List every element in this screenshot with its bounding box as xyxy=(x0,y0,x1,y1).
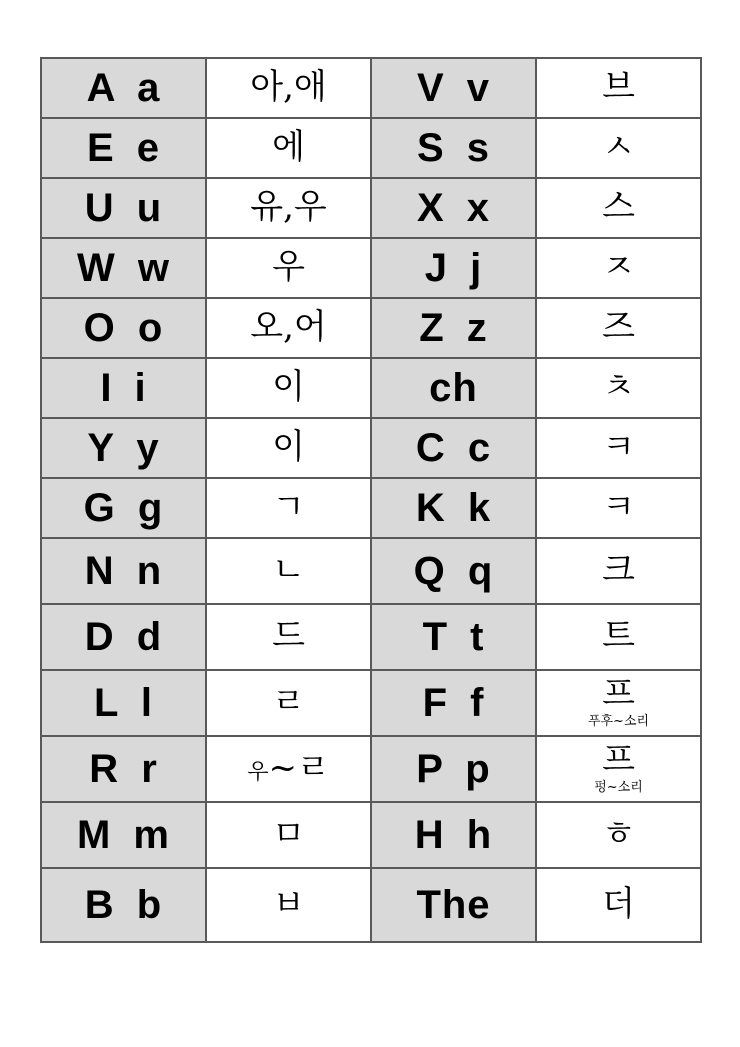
latin-cell: G g xyxy=(41,478,206,538)
korean-cell xyxy=(206,604,371,670)
latin-cell: D d xyxy=(41,604,206,670)
korean-cell xyxy=(206,736,371,802)
korean-cell xyxy=(206,868,371,942)
korean-text: 트 xyxy=(602,615,635,656)
korean-text: ㄴ xyxy=(272,549,305,590)
latin-cell: K k xyxy=(371,478,536,538)
table-row xyxy=(41,298,701,358)
korean-text: ㅋ xyxy=(602,426,635,467)
korean-text: 스 xyxy=(602,186,635,227)
latin-cell: H h xyxy=(371,802,536,868)
latin-cell: R r xyxy=(41,736,206,802)
korean-text: ~ㄹ xyxy=(268,747,330,788)
korean-cell xyxy=(206,670,371,736)
korean-text: 유,우 xyxy=(250,186,327,227)
korean-cell xyxy=(536,298,701,358)
korean-cell xyxy=(536,604,701,670)
table-row xyxy=(41,418,701,478)
korean-text: 즈 xyxy=(602,306,635,347)
table-row xyxy=(41,358,701,418)
latin-cell: Z z xyxy=(371,298,536,358)
korean-text: 프 xyxy=(602,674,635,715)
table-row xyxy=(41,478,701,538)
latin-cell: W w xyxy=(41,238,206,298)
korean-text: ㄱ xyxy=(272,486,305,527)
korean-text: ㅂ xyxy=(272,883,305,924)
korean-cell xyxy=(536,118,701,178)
korean-text: 아,애 xyxy=(250,66,327,107)
latin-cell: F f xyxy=(371,670,536,736)
korean-cell xyxy=(536,418,701,478)
latin-cell: C c xyxy=(371,418,536,478)
latin-cell: V v xyxy=(371,58,536,118)
korean-text: ㅎ xyxy=(602,813,635,854)
korean-cell xyxy=(206,178,371,238)
table-row xyxy=(41,238,701,298)
korean-text: ㅁ xyxy=(272,813,305,854)
korean-text: 우 xyxy=(272,246,305,287)
latin-cell: U u xyxy=(41,178,206,238)
korean-cell xyxy=(206,58,371,118)
latin-cell: N n xyxy=(41,538,206,604)
korean-text: 오,어 xyxy=(250,306,327,347)
korean-cell xyxy=(206,538,371,604)
table-row xyxy=(41,604,701,670)
table-row xyxy=(41,118,701,178)
latin-cell: J j xyxy=(371,238,536,298)
korean-cell xyxy=(536,478,701,538)
korean-cell xyxy=(536,736,701,802)
korean-text: 에 xyxy=(272,126,305,167)
latin-cell: Q q xyxy=(371,538,536,604)
pronunciation-note: 펑~소리 xyxy=(594,779,643,795)
korean-cell xyxy=(536,178,701,238)
latin-cell: I i xyxy=(41,358,206,418)
latin-cell: ch xyxy=(371,358,536,418)
latin-cell: The xyxy=(371,868,536,942)
korean-text: 이 xyxy=(272,366,305,407)
table-row xyxy=(41,736,701,802)
latin-cell: O o xyxy=(41,298,206,358)
latin-cell: P p xyxy=(371,736,536,802)
korean-cell xyxy=(536,238,701,298)
korean-cell xyxy=(536,538,701,604)
table-row xyxy=(41,670,701,736)
latin-cell: M m xyxy=(41,802,206,868)
latin-cell: T t xyxy=(371,604,536,670)
korean-cell xyxy=(206,418,371,478)
korean-cell xyxy=(206,478,371,538)
korean-cell xyxy=(206,358,371,418)
korean-text: 이 xyxy=(272,426,305,467)
korean-cell xyxy=(206,298,371,358)
latin-cell: Y y xyxy=(41,418,206,478)
korean-cell xyxy=(536,358,701,418)
latin-cell: S s xyxy=(371,118,536,178)
korean-cell xyxy=(536,670,701,736)
korean-text: 드 xyxy=(272,615,305,656)
korean-cell xyxy=(536,868,701,942)
korean-text: ㄹ xyxy=(272,681,305,722)
table-row xyxy=(41,868,701,942)
latin-cell: E e xyxy=(41,118,206,178)
korean-text: 브 xyxy=(602,66,635,107)
korean-cell xyxy=(536,802,701,868)
latin-cell: A a xyxy=(41,58,206,118)
korean-text: ㅋ xyxy=(602,486,635,527)
korean-text: 프 xyxy=(602,740,635,781)
korean-cell xyxy=(206,118,371,178)
table-row xyxy=(41,538,701,604)
korean-cell xyxy=(206,238,371,298)
korean-text: 더 xyxy=(602,883,635,924)
table-row xyxy=(41,178,701,238)
korean-text: ㅅ xyxy=(602,126,635,167)
korean-small-text: 우 xyxy=(247,759,269,785)
latin-cell: B b xyxy=(41,868,206,942)
korean-text: 크 xyxy=(602,549,635,590)
table-row xyxy=(41,802,701,868)
korean-cell xyxy=(536,58,701,118)
korean-cell xyxy=(206,802,371,868)
table-body xyxy=(41,58,701,942)
alphabet-korean-pronunciation-table xyxy=(40,57,702,943)
latin-cell: X x xyxy=(371,178,536,238)
korean-text: ㅊ xyxy=(602,366,635,407)
pronunciation-note: 푸후~소리 xyxy=(587,713,650,729)
korean-text: ㅈ xyxy=(602,246,635,287)
latin-cell: L l xyxy=(41,670,206,736)
table-row xyxy=(41,58,701,118)
